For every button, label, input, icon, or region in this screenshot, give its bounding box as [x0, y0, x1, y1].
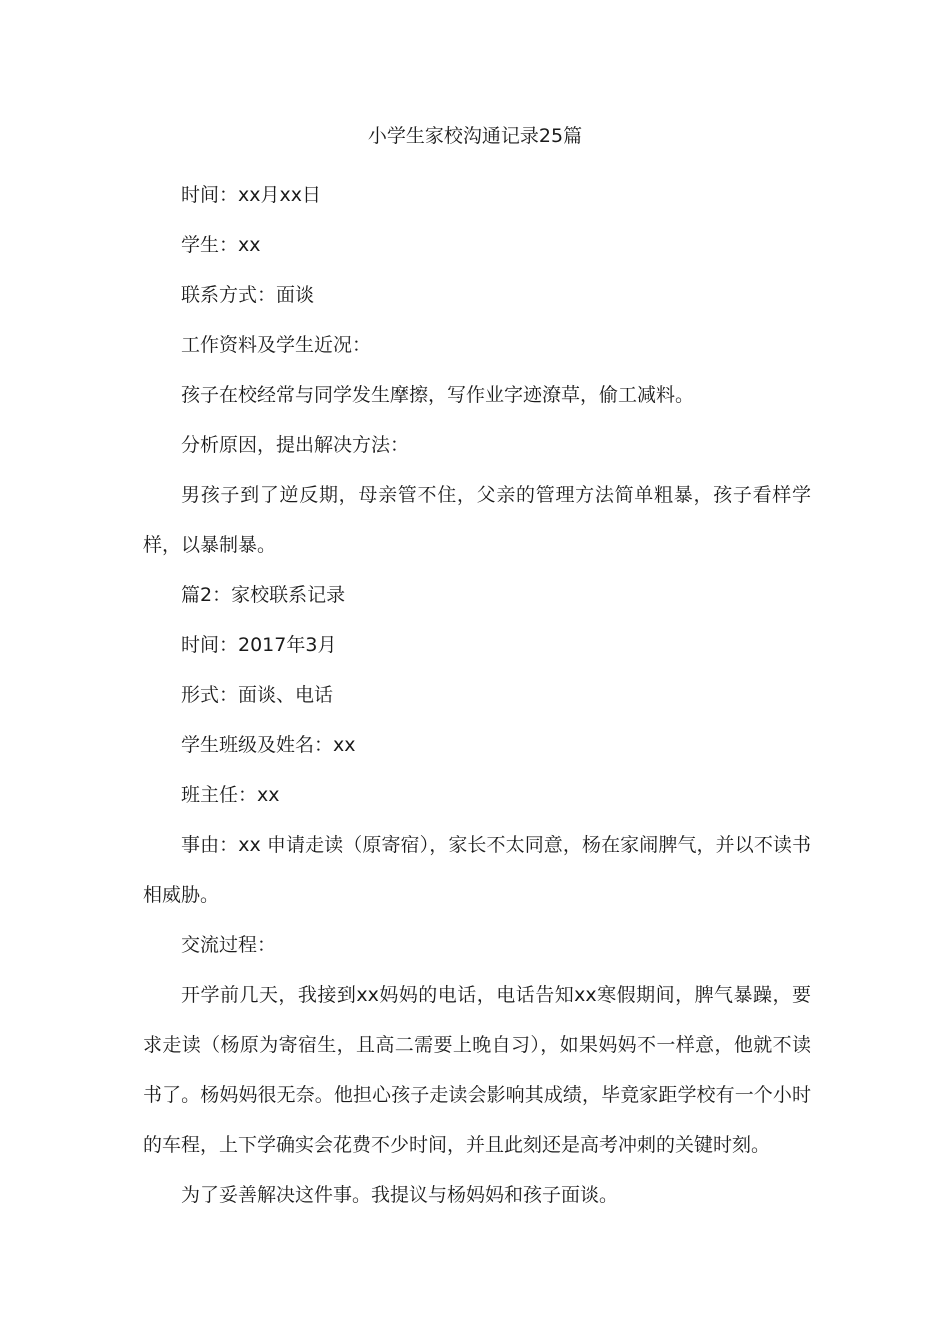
paragraph-student-status: 孩子在校经常与同学发生摩擦，写作业字迹潦草，偷工减料。 [181, 384, 695, 406]
paragraph-section-2-heading: 篇2：家校联系记录 [181, 584, 346, 606]
paragraph-work-heading: 工作资料及学生近况： [181, 334, 372, 356]
paragraph-class-name: 学生班级及姓名：xx [181, 734, 356, 756]
paragraph-student: 学生：xx [181, 234, 261, 256]
paragraph-process-heading: 交流过程： [181, 934, 277, 956]
document-body [143, 170, 811, 1220]
paragraph-resolution: 为了妥善解决这件事。我提议与杨妈妈和孩子面谈。 [181, 1184, 619, 1206]
paragraph-analysis: 男孩子到了逆反期，母亲管不住，父亲的管理方法简单粗暴，孩子看样学样，以暴制暴。 [143, 484, 811, 556]
paragraph-contact-method: 联系方式：面谈 [181, 284, 315, 306]
paragraph-reason: 事由：xx 申请走读（原寄宿），家长不太同意，杨在家闹脾气，并以不读书相威胁。 [143, 834, 811, 906]
paragraph-section-2-time: 时间：2017年3月 [181, 634, 337, 656]
paragraph-teacher: 班主任：xx [181, 784, 280, 806]
document-title: 小学生家校沟通记录25篇 [367, 125, 583, 147]
paragraph-form: 形式：面谈、电话 [181, 684, 334, 706]
paragraph-analysis-heading: 分析原因，提出解决方法： [181, 434, 410, 456]
paragraph-time: 时间：xx月xx日 [181, 184, 321, 206]
paragraph-process: 开学前几天，我接到xx妈妈的电话，电话告知xx寒假期间，脾气暴躁，要求走读（杨原为寄宿生，且高二需要上晚自习），如果妈妈不一样意，他就不读书了。杨妈妈很无奈。他担心孩子走读会影响其成绩，毕竟家距学校有一个小时的车程，上下学确实会花费不少时间，并且此刻还是高考冲刺的关键时刻。 [143, 984, 811, 1156]
